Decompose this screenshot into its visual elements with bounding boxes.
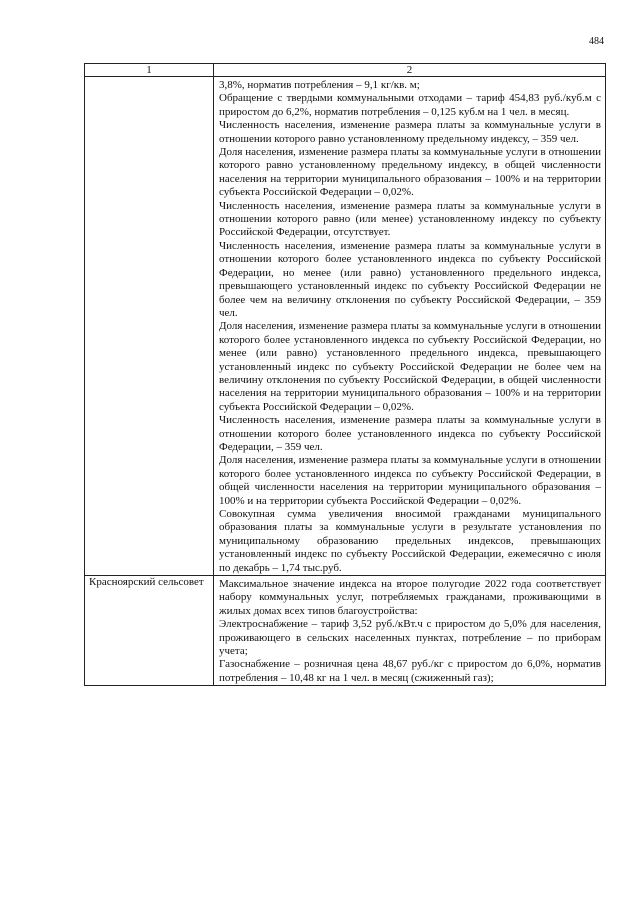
paragraph: Обращение с твердыми коммунальными отходами – тариф 454,83 руб./куб.м с приростом до 6,2%, норматив потребления – 0,125 куб.м на 1 чел. в месяц. — [219, 92, 601, 118]
municipality-cell — [85, 576, 214, 686]
paragraph: Электроснабжение – тариф 3,52 руб./кВт.ч с приростом до 5,0% для населения, проживающего в сельских населенных пунктах, потребление – по приборам учета; — [219, 618, 601, 658]
paragraph: Максимальное значение индекса на второе полугодие 2022 года соответствует набору коммунальных услуг, потребляемых гражданами, проживающими в жилых домах всех типов благоустройства: — [219, 578, 601, 617]
paragraph: Доля населения, изменение размера платы за коммунальные услуги в отношении которого равно установленному предельному индексу, в общей численности населения на территории муниципального образования – 100% и на территории субъекта Российской Федерации – 0,02%. — [219, 146, 601, 199]
paragraph: Численность населения, изменение размера платы за коммунальные услуги в отношении которого более установленного индекса по субъекту Российской Федерации, – 359 чел. — [219, 414, 601, 453]
municipality-name: Красноярский сельсовет — [89, 576, 204, 589]
paragraph: Доля населения, изменение размера платы за коммунальные услуги в отношении которого более установленного индекса по субъекту Российской Федерации, но менее (или равно) установленного предельного индекса, превышающего установленный индекс по субъекту Российской Федерации не более чем на величину отклонения по субъекту Российской Федерации, в общей численности населения на территории муниципального образования – 100% и на территории субъекта Российской Федерации – 0,02%. — [219, 320, 601, 413]
paragraph: Совокупная сумма увеличения вносимой гражданами муниципального образования платы за коммунальные услуги в результате установления по муниципальному образованию предельных индексов, превышающих установленный индекс по субъекту Российской Федерации, ежемесячно с июля по декабрь – 1,74 тыс.руб. — [219, 508, 601, 574]
details-cell — [214, 576, 606, 686]
details-cell — [214, 77, 606, 576]
table-row — [85, 576, 606, 686]
paragraph: Доля населения, изменение размера платы за коммунальные услуги в отношении которого более установленного индекса по субъекту Российской Федерации, в общей численности населения на территории муниципального образования – 100% и на территории субъекта Российской Федерации – 0,02%. — [219, 454, 601, 507]
municipality-cell — [85, 77, 214, 576]
document-table — [84, 63, 606, 686]
paragraph: 3,8%, норматив потребления – 9,1 кг/кв. м; — [219, 79, 420, 91]
paragraph: Численность населения, изменение размера платы за коммунальные услуги в отношении которого равно (или менее) установленному индексу по субъекту Российской Федерации, отсутствует. — [219, 199, 601, 239]
table-row — [85, 77, 606, 576]
paragraph: Газоснабжение – розничная цена 48,67 руб./кг с приростом до 6,0%, норматив потребления – 10,48 кг на 1 чел. в месяц (сжиженный газ); — [219, 658, 601, 684]
page-number: 484 — [589, 36, 604, 47]
paragraph: Численность населения, изменение размера платы за коммунальные услуги в отношении которого равно установленному предельному индексу, – 359 чел. — [219, 119, 601, 145]
table-header-row — [85, 64, 606, 77]
paragraph: Численность населения, изменение размера платы за коммунальные услуги в отношении которого более установленного индекса по субъекту Российской Федерации, но менее (или равно) установленного предельного индекса, превышающего установленный индекс по субъекту Российской Федерации не более чем на величину отклонения по субъекту Российской Федерации, – 359 чел. — [219, 239, 601, 319]
header-cell-col1: 1 — [85, 64, 214, 77]
header-cell-col2: 2 — [214, 64, 606, 77]
